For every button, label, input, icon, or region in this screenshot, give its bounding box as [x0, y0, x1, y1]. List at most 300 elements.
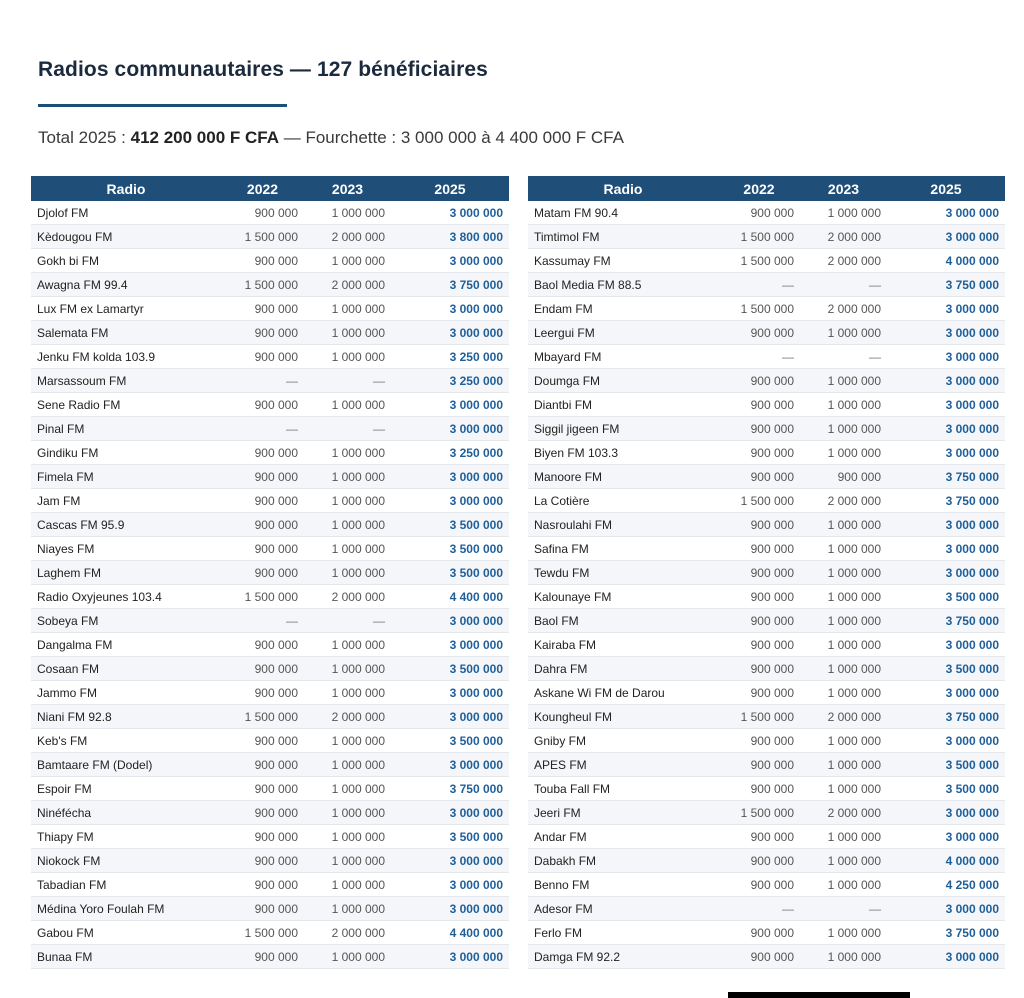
- cell-2023: 1 000 000: [800, 849, 887, 873]
- cell-2025: 3 750 000: [391, 273, 509, 297]
- table-row: [31, 777, 509, 801]
- cell-radio-name: Baol FM: [528, 609, 718, 633]
- cell-2023: 1 000 000: [304, 441, 391, 465]
- cell-2025: 3 500 000: [391, 561, 509, 585]
- cell-radio-name: La Cotière: [528, 489, 718, 513]
- cell-2022: 900 000: [221, 681, 304, 705]
- table-row: [31, 225, 509, 249]
- cell-2022: 1 500 000: [718, 489, 800, 513]
- cell-radio-name: Endam FM: [528, 297, 718, 321]
- cell-2022: 900 000: [718, 369, 800, 393]
- cell-2023: 1 000 000: [304, 801, 391, 825]
- cell-2022: —: [718, 345, 800, 369]
- column-header-2023: 2023: [800, 176, 887, 201]
- cell-2023: 2 000 000: [800, 297, 887, 321]
- table-row: [528, 777, 1005, 801]
- cell-2025: 3 500 000: [391, 657, 509, 681]
- cell-2023: 1 000 000: [304, 321, 391, 345]
- table-row: [528, 201, 1005, 225]
- table-row: [528, 537, 1005, 561]
- cell-2025: 3 000 000: [391, 897, 509, 921]
- cell-2025: 3 000 000: [391, 297, 509, 321]
- cell-2023: 1 000 000: [304, 297, 391, 321]
- cell-radio-name: Diantbi FM: [528, 393, 718, 417]
- table-row: [31, 633, 509, 657]
- cell-2022: 900 000: [221, 321, 304, 345]
- cell-2023: 2 000 000: [800, 249, 887, 273]
- cell-2025: 3 750 000: [887, 921, 1005, 945]
- cell-2025: 3 000 000: [887, 417, 1005, 441]
- cell-2022: 900 000: [718, 585, 800, 609]
- cell-radio-name: Tewdu FM: [528, 561, 718, 585]
- table-row: [528, 321, 1005, 345]
- cell-2022: 900 000: [718, 441, 800, 465]
- cell-2022: 900 000: [221, 201, 304, 225]
- cell-2025: 3 250 000: [391, 441, 509, 465]
- table-row: [528, 633, 1005, 657]
- cell-2025: 3 750 000: [887, 465, 1005, 489]
- cell-2023: —: [304, 609, 391, 633]
- cell-2022: 900 000: [221, 873, 304, 897]
- cell-radio-name: Gokh bi FM: [31, 249, 221, 273]
- cell-2022: 900 000: [221, 825, 304, 849]
- cell-radio-name: Touba Fall FM: [528, 777, 718, 801]
- cell-2022: 900 000: [718, 657, 800, 681]
- cell-2025: 3 000 000: [391, 849, 509, 873]
- cell-2022: 900 000: [221, 897, 304, 921]
- cell-radio-name: Jeeri FM: [528, 801, 718, 825]
- table-row: [31, 369, 509, 393]
- table-row: [528, 297, 1005, 321]
- cell-2022: 1 500 000: [718, 705, 800, 729]
- table-row: [528, 609, 1005, 633]
- cell-radio-name: Jammo FM: [31, 681, 221, 705]
- cell-2025: 3 000 000: [887, 225, 1005, 249]
- cell-2022: 900 000: [718, 729, 800, 753]
- cell-radio-name: Adesor FM: [528, 897, 718, 921]
- cell-2025: 3 000 000: [887, 345, 1005, 369]
- cell-2025: 3 500 000: [391, 537, 509, 561]
- cell-2022: 900 000: [221, 657, 304, 681]
- table-row: [31, 825, 509, 849]
- table-row: [528, 561, 1005, 585]
- cell-2022: 900 000: [718, 921, 800, 945]
- cell-2023: 1 000 000: [800, 513, 887, 537]
- cell-2023: 1 000 000: [304, 753, 391, 777]
- cell-radio-name: Siggil jigeen FM: [528, 417, 718, 441]
- table-row: [31, 705, 509, 729]
- table-row: [31, 945, 509, 969]
- table-row: [528, 849, 1005, 873]
- cell-2022: 1 500 000: [221, 225, 304, 249]
- cell-2025: 3 000 000: [391, 705, 509, 729]
- cell-radio-name: Doumga FM: [528, 369, 718, 393]
- cell-2022: —: [221, 417, 304, 441]
- cell-2025: 4 400 000: [391, 921, 509, 945]
- cell-2025: 3 500 000: [887, 753, 1005, 777]
- cell-radio-name: Safina FM: [528, 537, 718, 561]
- cell-2025: 3 000 000: [391, 753, 509, 777]
- cell-radio-name: Lux FM ex Lamartyr: [31, 297, 221, 321]
- cell-2022: 900 000: [718, 681, 800, 705]
- cell-2023: 1 000 000: [304, 393, 391, 417]
- cell-2023: 1 000 000: [800, 609, 887, 633]
- cell-2025: 3 800 000: [391, 225, 509, 249]
- cell-2025: 3 000 000: [887, 681, 1005, 705]
- radio-table-right: [528, 176, 1005, 969]
- cell-radio-name: Bamtaare FM (Dodel): [31, 753, 221, 777]
- cell-2022: —: [718, 273, 800, 297]
- cell-radio-name: Bunaa FM: [31, 945, 221, 969]
- cell-2023: 1 000 000: [304, 201, 391, 225]
- cell-2025: 3 500 000: [391, 825, 509, 849]
- cell-2025: 3 000 000: [887, 513, 1005, 537]
- table-row: [31, 537, 509, 561]
- table-row: [528, 225, 1005, 249]
- cell-2022: 1 500 000: [221, 585, 304, 609]
- cell-2022: —: [221, 609, 304, 633]
- cell-2025: 3 750 000: [887, 273, 1005, 297]
- table-row: [31, 417, 509, 441]
- table-row: [31, 297, 509, 321]
- cell-2025: 4 400 000: [391, 585, 509, 609]
- cell-2025: 3 250 000: [391, 345, 509, 369]
- cell-2022: 1 500 000: [221, 705, 304, 729]
- cell-radio-name: Niayes FM: [31, 537, 221, 561]
- table-row: [31, 441, 509, 465]
- cell-2022: 1 500 000: [718, 225, 800, 249]
- table-row: [528, 681, 1005, 705]
- cell-2025: 3 500 000: [391, 513, 509, 537]
- cell-2025: 3 000 000: [391, 609, 509, 633]
- cell-radio-name: Laghem FM: [31, 561, 221, 585]
- cell-2025: 3 000 000: [887, 297, 1005, 321]
- table-row: [31, 561, 509, 585]
- cell-2025: 3 000 000: [887, 825, 1005, 849]
- cell-2022: 900 000: [221, 345, 304, 369]
- table-row: [31, 729, 509, 753]
- cell-2022: 900 000: [221, 393, 304, 417]
- cell-2025: 3 000 000: [887, 729, 1005, 753]
- cell-2022: 900 000: [718, 321, 800, 345]
- cell-radio-name: Ninéfécha: [31, 801, 221, 825]
- cell-2025: 3 000 000: [887, 945, 1005, 969]
- cell-2025: 3 000 000: [391, 873, 509, 897]
- cell-2022: 900 000: [221, 297, 304, 321]
- cell-2022: 900 000: [221, 729, 304, 753]
- table-row: [31, 609, 509, 633]
- table-row: [528, 753, 1005, 777]
- title-underline: [38, 104, 287, 107]
- cell-2023: 1 000 000: [800, 561, 887, 585]
- summary-prefix: Total 2025 :: [38, 128, 131, 147]
- cell-2022: 900 000: [718, 633, 800, 657]
- cell-radio-name: Marsassoum FM: [31, 369, 221, 393]
- table-row: [31, 273, 509, 297]
- cell-2022: 900 000: [718, 609, 800, 633]
- table-row: [31, 897, 509, 921]
- cell-radio-name: Dabakh FM: [528, 849, 718, 873]
- cell-2023: —: [800, 897, 887, 921]
- table-row: [31, 393, 509, 417]
- cell-radio-name: Pinal FM: [31, 417, 221, 441]
- table-row: [31, 249, 509, 273]
- cell-radio-name: Gindiku FM: [31, 441, 221, 465]
- table-row: [31, 585, 509, 609]
- table-row: [528, 585, 1005, 609]
- table-row: [528, 801, 1005, 825]
- cell-2022: 900 000: [718, 825, 800, 849]
- cell-radio-name: Koungheul FM: [528, 705, 718, 729]
- cell-2023: 2 000 000: [800, 705, 887, 729]
- radio-table-left: [31, 176, 509, 969]
- cell-radio-name: Manoore FM: [528, 465, 718, 489]
- cell-2022: 900 000: [718, 561, 800, 585]
- cell-radio-name: Damga FM 92.2: [528, 945, 718, 969]
- table-row: [528, 897, 1005, 921]
- cell-radio-name: Jenku FM kolda 103.9: [31, 345, 221, 369]
- cell-2025: 4 000 000: [887, 849, 1005, 873]
- cell-radio-name: Jam FM: [31, 489, 221, 513]
- cell-2023: 2 000 000: [304, 585, 391, 609]
- cell-2023: 2 000 000: [304, 705, 391, 729]
- bottom-edge-bar: [728, 992, 910, 998]
- cell-2023: 1 000 000: [800, 729, 887, 753]
- cell-radio-name: Kairaba FM: [528, 633, 718, 657]
- cell-2025: 3 500 000: [887, 585, 1005, 609]
- cell-2025: 3 000 000: [887, 441, 1005, 465]
- table-row: [31, 849, 509, 873]
- cell-2023: 1 000 000: [800, 537, 887, 561]
- cell-2025: 3 500 000: [391, 729, 509, 753]
- table-row: [31, 921, 509, 945]
- cell-2022: 900 000: [221, 441, 304, 465]
- cell-2022: 900 000: [718, 513, 800, 537]
- cell-2023: 1 000 000: [800, 633, 887, 657]
- column-header-2022: 2022: [718, 176, 800, 201]
- cell-2023: 1 000 000: [800, 369, 887, 393]
- table-row: [528, 417, 1005, 441]
- cell-2025: 3 000 000: [887, 561, 1005, 585]
- cell-2023: 2 000 000: [800, 225, 887, 249]
- cell-radio-name: Baol Media FM 88.5: [528, 273, 718, 297]
- cell-2023: 1 000 000: [304, 825, 391, 849]
- cell-radio-name: Awagna FM 99.4: [31, 273, 221, 297]
- cell-radio-name: Kèdougou FM: [31, 225, 221, 249]
- cell-radio-name: Gabou FM: [31, 921, 221, 945]
- table-row: [31, 873, 509, 897]
- table-header-row: [31, 176, 509, 201]
- cell-radio-name: Médina Yoro Foulah FM: [31, 897, 221, 921]
- cell-2023: 1 000 000: [800, 657, 887, 681]
- cell-2022: 900 000: [718, 849, 800, 873]
- cell-radio-name: Thiapy FM: [31, 825, 221, 849]
- cell-radio-name: Niani FM 92.8: [31, 705, 221, 729]
- cell-radio-name: Espoir FM: [31, 777, 221, 801]
- cell-2025: 3 250 000: [391, 369, 509, 393]
- cell-radio-name: Biyen FM 103.3: [528, 441, 718, 465]
- table-row: [31, 681, 509, 705]
- cell-radio-name: Keb's FM: [31, 729, 221, 753]
- cell-2023: 1 000 000: [304, 657, 391, 681]
- cell-radio-name: Kassumay FM: [528, 249, 718, 273]
- cell-2025: 3 000 000: [391, 201, 509, 225]
- cell-radio-name: Nasroulahi FM: [528, 513, 718, 537]
- cell-2023: 1 000 000: [800, 201, 887, 225]
- cell-2023: 1 000 000: [304, 777, 391, 801]
- cell-2025: 3 000 000: [887, 897, 1005, 921]
- table-row: [528, 465, 1005, 489]
- cell-radio-name: Andar FM: [528, 825, 718, 849]
- cell-radio-name: Niokock FM: [31, 849, 221, 873]
- table-row: [31, 201, 509, 225]
- cell-2023: 1 000 000: [800, 753, 887, 777]
- cell-2023: 1 000 000: [304, 849, 391, 873]
- table-row: [528, 249, 1005, 273]
- cell-2023: 2 000 000: [800, 489, 887, 513]
- table-row: [528, 441, 1005, 465]
- cell-2022: 900 000: [221, 561, 304, 585]
- cell-2023: 1 000 000: [800, 681, 887, 705]
- cell-2022: 900 000: [221, 945, 304, 969]
- column-header-2025: 2025: [887, 176, 1005, 201]
- cell-radio-name: Cosaan FM: [31, 657, 221, 681]
- cell-2022: 1 500 000: [221, 921, 304, 945]
- cell-2022: 1 500 000: [221, 273, 304, 297]
- cell-2023: 1 000 000: [304, 465, 391, 489]
- cell-2023: 1 000 000: [304, 249, 391, 273]
- cell-radio-name: Benno FM: [528, 873, 718, 897]
- table-row: [31, 657, 509, 681]
- column-header-2022: 2022: [221, 176, 304, 201]
- cell-radio-name: Dangalma FM: [31, 633, 221, 657]
- cell-2023: 1 000 000: [800, 825, 887, 849]
- cell-2025: 4 250 000: [887, 873, 1005, 897]
- table-row: [31, 345, 509, 369]
- cell-radio-name: Cascas FM 95.9: [31, 513, 221, 537]
- cell-2025: 3 000 000: [887, 369, 1005, 393]
- table-row: [528, 393, 1005, 417]
- cell-2023: 1 000 000: [304, 897, 391, 921]
- column-header-radio: Radio: [528, 176, 718, 201]
- table-row: [31, 513, 509, 537]
- cell-2022: 900 000: [718, 201, 800, 225]
- cell-2022: 1 500 000: [718, 297, 800, 321]
- cell-2023: 2 000 000: [304, 921, 391, 945]
- table-row: [528, 873, 1005, 897]
- cell-2025: 3 000 000: [391, 465, 509, 489]
- cell-2022: 900 000: [718, 537, 800, 561]
- cell-2025: 3 000 000: [391, 801, 509, 825]
- cell-2022: 900 000: [718, 873, 800, 897]
- cell-radio-name: Sobeya FM: [31, 609, 221, 633]
- cell-2022: 900 000: [221, 777, 304, 801]
- cell-2023: 1 000 000: [304, 633, 391, 657]
- cell-2023: 1 000 000: [800, 417, 887, 441]
- cell-2023: 2 000 000: [304, 225, 391, 249]
- cell-2023: 1 000 000: [800, 921, 887, 945]
- table-row: [528, 729, 1005, 753]
- cell-2025: 3 500 000: [887, 777, 1005, 801]
- cell-2022: —: [718, 897, 800, 921]
- cell-2022: 900 000: [221, 489, 304, 513]
- table-row: [31, 489, 509, 513]
- cell-2023: 2 000 000: [800, 801, 887, 825]
- cell-2023: 1 000 000: [800, 321, 887, 345]
- cell-2022: 900 000: [221, 513, 304, 537]
- cell-2023: 1 000 000: [304, 345, 391, 369]
- cell-2022: 900 000: [718, 393, 800, 417]
- cell-2025: 3 000 000: [887, 201, 1005, 225]
- cell-2025: 3 000 000: [391, 681, 509, 705]
- cell-radio-name: Gniby FM: [528, 729, 718, 753]
- cell-2025: 3 500 000: [887, 657, 1005, 681]
- cell-2025: 3 000 000: [391, 489, 509, 513]
- cell-2023: 2 000 000: [304, 273, 391, 297]
- cell-2022: 1 500 000: [718, 801, 800, 825]
- cell-radio-name: Leergui FM: [528, 321, 718, 345]
- cell-2025: 3 000 000: [391, 945, 509, 969]
- cell-2023: 1 000 000: [304, 561, 391, 585]
- cell-radio-name: Fimela FM: [31, 465, 221, 489]
- cell-2023: —: [304, 369, 391, 393]
- cell-2022: 900 000: [718, 465, 800, 489]
- table-row: [528, 825, 1005, 849]
- cell-2025: 3 000 000: [391, 393, 509, 417]
- cell-2022: 900 000: [221, 849, 304, 873]
- cell-radio-name: Salemata FM: [31, 321, 221, 345]
- cell-2023: 1 000 000: [800, 945, 887, 969]
- cell-2025: 3 000 000: [887, 537, 1005, 561]
- cell-radio-name: Tabadian FM: [31, 873, 221, 897]
- cell-2023: 1 000 000: [304, 489, 391, 513]
- cell-2025: 3 000 000: [887, 801, 1005, 825]
- cell-radio-name: APES FM: [528, 753, 718, 777]
- cell-2023: —: [800, 273, 887, 297]
- cell-2022: 900 000: [718, 945, 800, 969]
- table-row: [528, 345, 1005, 369]
- table-row: [528, 489, 1005, 513]
- table-row: [528, 945, 1005, 969]
- cell-2025: 3 000 000: [391, 417, 509, 441]
- cell-2025: 4 000 000: [887, 249, 1005, 273]
- table-row: [528, 705, 1005, 729]
- cell-radio-name: Matam FM 90.4: [528, 201, 718, 225]
- column-header-radio: Radio: [31, 176, 221, 201]
- table-row: [528, 513, 1005, 537]
- table-row: [528, 657, 1005, 681]
- cell-2022: 900 000: [718, 777, 800, 801]
- cell-radio-name: Sene Radio FM: [31, 393, 221, 417]
- table-row: [31, 753, 509, 777]
- cell-2023: 1 000 000: [304, 537, 391, 561]
- table-row: [528, 921, 1005, 945]
- cell-2022: 900 000: [221, 537, 304, 561]
- cell-2022: 900 000: [718, 753, 800, 777]
- cell-2023: —: [800, 345, 887, 369]
- cell-2025: 3 000 000: [391, 249, 509, 273]
- cell-radio-name: Mbayard FM: [528, 345, 718, 369]
- cell-2022: —: [221, 369, 304, 393]
- cell-2022: 1 500 000: [718, 249, 800, 273]
- cell-2023: 1 000 000: [304, 681, 391, 705]
- cell-2025: 3 750 000: [887, 489, 1005, 513]
- cell-2022: 900 000: [221, 801, 304, 825]
- cell-radio-name: Askane Wi FM de Darou: [528, 681, 718, 705]
- page-title: Radios communautaires — 127 bénéficiaires: [38, 58, 488, 81]
- table-row: [528, 369, 1005, 393]
- cell-2023: 900 000: [800, 465, 887, 489]
